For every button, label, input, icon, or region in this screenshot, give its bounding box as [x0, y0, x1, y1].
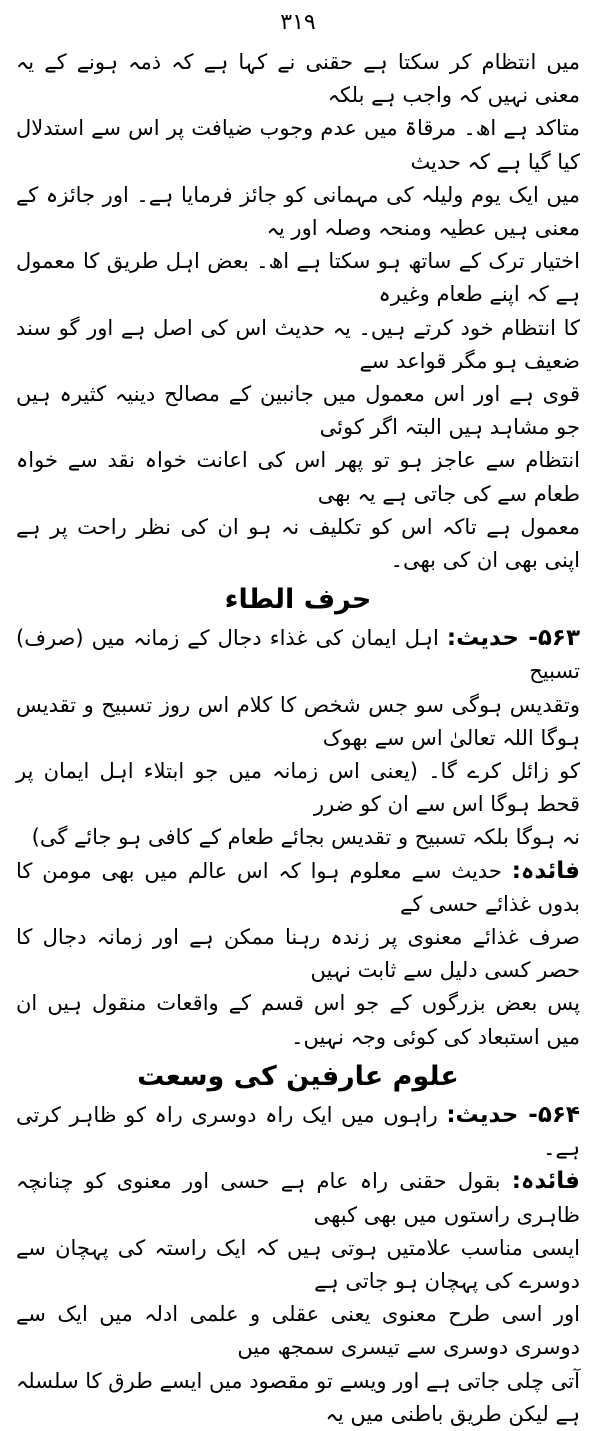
- page-number: ۳۱۹: [280, 10, 316, 35]
- text-line: اختیار ترک کے ساتھ ہو سکتا ہے اھ۔ بعض اہل طریق کا معمول ہے کہ اپنے طعام وغیرہ: [16, 249, 580, 307]
- text-line: متاکد ہے اھ۔ مرقاۃ میں عدم وجوب ضیافت پر اس سے استدلال کیا گیا ہے کہ حدیث: [16, 116, 580, 174]
- text-line: ایسی مناسب علامتیں ہوتی ہیں کہ ایک راستہ کی پہچان سے دوسرے کی پہچان ہو جاتی ہے: [16, 1235, 580, 1293]
- text-line: قوی ہے اور اس معمول میں جانبین کے مصالح دینیہ کثیرہ ہیں جو مشاہد ہیں البتہ اگر کوئی: [16, 382, 580, 440]
- fayda-text: حدیث سے معلوم ہوا کہ اس عالم میں بھی مومن کا بدوں غذائے حسی کے: [16, 858, 580, 916]
- text-line: صرف غذائے معنوی پر زندہ رہنا ممکن ہے اور زمانہ دجال کا حصر کسی دلیل سے ثابت نہیں: [16, 925, 580, 983]
- text-line: پس بعض بزرگوں کے جو اس قسم کے واقعات منقول ہیں ان میں استبعاد کی کوئی وجہ نہیں۔: [16, 991, 580, 1049]
- fayda-563: [16, 855, 580, 1054]
- section-heading: حرف الطاء: [224, 584, 372, 616]
- hadith-first-line: [16, 1099, 580, 1165]
- hadith-text: راہوں میں ایک راہ دوسری راہ کو ظاہر کرتی ہے۔: [16, 1102, 580, 1161]
- fayda-text: بقول حقنی راہ عام ہے حسی اور معنوی کو چنانچہ ظاہری راستوں میں بھی کبھی: [16, 1169, 580, 1227]
- fayda-first-line: [16, 1165, 580, 1231]
- text-line: نہ ہوگا بلکہ تسبیح و تقدیس بجائے طعام کے کافی ہو جائے گی): [31, 825, 580, 850]
- hadith-label: ۵۶۴- حدیث:: [446, 1101, 580, 1128]
- text-line: میں انتظام کر سکتا ہے حقنی نے کہا ہے کہ ذمہ ہونے کے یہ معنی نہیں کہ واجب ہے بلکہ: [16, 50, 580, 108]
- text-line: کو زائل کرے گا۔ (یعنی اس زمانہ میں جو ابتلاء اہل ایمان پر قحط ہوگا اس سے ان کو ضرر: [16, 759, 580, 817]
- text-line: معمول ہے تاکہ اس کو تکلیف نہ ہو ان کی نظر راحت پر ہے اپنی بھی ان کی بھی۔: [16, 514, 580, 573]
- text-line: کا انتظام خود کرتے ہیں۔ یہ حدیث اس کی اصل ہے اور گو سند ضعیف ہو مگر قواعد سے: [16, 315, 580, 373]
- hadith-first-line: [16, 622, 580, 688]
- fayda-first-line: [16, 855, 580, 921]
- text-line: میں ایک یوم ولیلہ کی مہمانی کو جائز فرمایا ہے۔ اور جائزہ کے معنی ہیں عطیہ ومنحہ وصلہ اور یہ: [16, 182, 580, 241]
- text-line: انتظام سے عاجز ہو تو پھر اس کی اعانت خواہ نقد سے خواہ طعام سے کی جاتی ہے یہ بھی: [16, 448, 580, 506]
- hadith-564: [16, 1099, 580, 1165]
- hadith-text: اہل ایمان کی غذاء دجال کے زمانہ میں (صرف) تسبیح: [16, 626, 580, 684]
- text-line: وتقدیس ہوگی سو جس شخص کا کلام اس روز تسبیح و تقدیس ہوگا اللہ تعالیٰ اس سے بھوک: [16, 692, 580, 750]
- hadith-563: [16, 622, 580, 854]
- fayda-label: فائدہ:: [511, 857, 580, 884]
- opening-paragraph: [16, 46, 580, 577]
- section-heading: علوم عارفین کی وسعت: [137, 1060, 459, 1092]
- hadith-label: ۵۶۳- حدیث:: [446, 625, 580, 652]
- text-line: اور اسی طرح معنوی یعنی عقلی و علمی ادلہ میں ایک سے دوسری دوسری سے تیسری سمجھ میں: [16, 1302, 580, 1360]
- fayda-label: فائدہ:: [511, 1168, 580, 1195]
- fayda-564: [16, 1165, 580, 1431]
- text-line: آتی چلی جاتی ہے اور ویسے تو مقصود میں ایسے طرق کا سلسلہ ہے لیکن طریق باطنی میں یہ: [16, 1368, 580, 1426]
- page-body: [16, 46, 580, 1431]
